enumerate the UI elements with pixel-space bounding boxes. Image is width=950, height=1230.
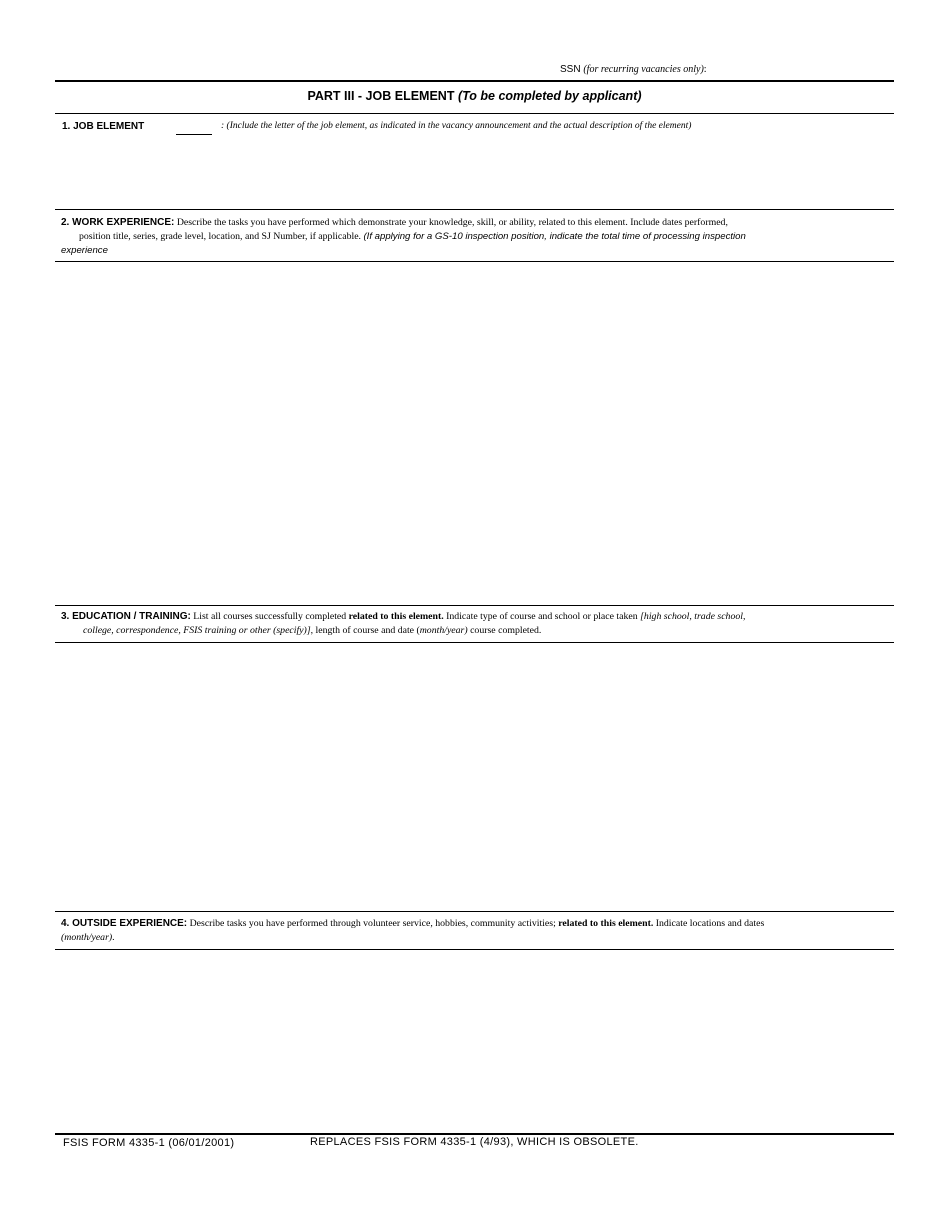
outside-bold-1: related to this element. <box>558 918 654 929</box>
work-experience-text-2: position title, series, grade level, location, and SJ Number, if applicable. <box>79 231 362 242</box>
education-italic-2: college, correspondence, FSIS training or other (specify)] <box>83 625 311 636</box>
q4-top-rule <box>55 911 894 912</box>
education-italic-3: month/year) <box>419 625 468 636</box>
education-text-2: Indicate type of course and school or place taken <box>446 611 638 622</box>
q3-top-rule <box>55 605 894 606</box>
education-training-label: 3. EDUCATION / TRAINING: <box>61 611 191 622</box>
q2-top-rule <box>55 209 894 210</box>
work-experience-label: 2. WORK EXPERIENCE: <box>61 217 175 228</box>
job-element-label: 1. JOB ELEMENT <box>62 121 145 132</box>
part-title-text: PART III - JOB ELEMENT <box>307 89 455 103</box>
work-experience-note-1: (If applying for a GS-10 inspection position, indicate the total time of processing inspection <box>363 231 746 242</box>
work-experience-instructions <box>61 216 891 258</box>
outside-experience-label: 4. OUTSIDE EXPERIENCE: <box>61 918 188 929</box>
part-subtitle: (To be completed by applicant) <box>457 89 642 103</box>
education-training-field[interactable] <box>55 644 894 909</box>
q2-bottom-rule <box>55 261 894 262</box>
form-id: FSIS FORM 4335-1 (06/01/2001) <box>63 1137 235 1149</box>
part-title <box>55 89 894 103</box>
ssn-note: (for recurring vacancies only) <box>583 64 704 75</box>
q4-bottom-rule <box>55 949 894 950</box>
education-text-4: course completed. <box>467 625 542 636</box>
outside-italic-1: (month/year) <box>61 932 113 943</box>
outside-text-2: Indicate locations and dates <box>655 918 765 929</box>
outside-experience-field[interactable] <box>55 951 894 1131</box>
work-experience-text-1: Describe the tasks you have performed which demonstrate your knowledge, skill, or ability, related to this element. Include dates performed, <box>176 217 728 228</box>
part-title-rule <box>55 113 894 114</box>
job-element-note: : (Include the letter of the job element, as indicated in the vacancy announcement and the actual description of the element) <box>221 121 692 131</box>
education-training-instructions <box>61 610 891 638</box>
education-italic-1: [high school, trade school, <box>640 611 746 622</box>
work-experience-field[interactable] <box>55 263 894 603</box>
ssn-colon: : <box>703 64 707 75</box>
replaces-notice: REPLACES FSIS FORM 4335-1 (4/93), WHICH IS OBSOLETE. <box>310 1136 639 1148</box>
top-rule <box>55 80 894 82</box>
outside-text-3: . <box>112 932 115 943</box>
outside-text-1: Describe tasks you have performed through volunteer service, hobbies, community activities; <box>189 918 556 929</box>
education-text-1: List all courses successfully completed <box>193 611 347 622</box>
q3-bottom-rule <box>55 642 894 643</box>
footer-rule <box>55 1133 894 1135</box>
outside-experience-instructions <box>61 917 891 945</box>
education-text-3: , length of course and date ( <box>310 625 420 636</box>
education-bold-1: related to this element. <box>348 611 444 622</box>
ssn-label-text: SSN <box>560 64 581 75</box>
job-element-letter-blank[interactable] <box>176 134 212 135</box>
job-element-description-field[interactable] <box>55 140 894 206</box>
ssn-label <box>560 64 707 75</box>
work-experience-note-2: experience <box>61 245 108 256</box>
